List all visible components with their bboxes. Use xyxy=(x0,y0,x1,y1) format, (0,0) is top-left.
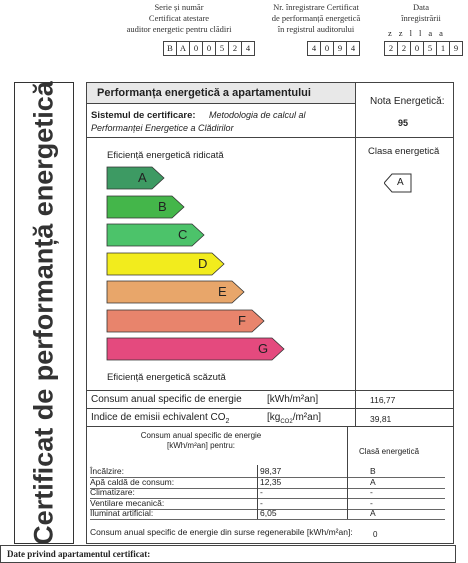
emisii-label xyxy=(91,412,229,425)
breakdown-head-1: Consum anual specific de energie xyxy=(140,431,262,440)
energy-bar-b xyxy=(106,195,186,217)
row-clasa: - xyxy=(370,487,373,497)
data-header xyxy=(386,2,456,24)
data-boxes xyxy=(384,41,462,56)
nr-header xyxy=(256,2,376,35)
vertical-title-box xyxy=(14,82,74,544)
footer-box xyxy=(0,545,456,563)
serie-char: 4 xyxy=(241,41,255,56)
regen-value: 0 xyxy=(373,530,378,539)
breakdown-head-clasa: Clasă energetică xyxy=(359,447,420,456)
data-char: 0 xyxy=(410,41,424,56)
nota-value: 95 xyxy=(398,118,409,128)
date-format-char: l xyxy=(409,28,416,38)
sistem-cell xyxy=(86,103,356,138)
row-clasa: A xyxy=(370,476,376,487)
emisii-unit-sub: CO2 xyxy=(280,419,293,425)
emisii-unit xyxy=(267,412,321,425)
nr-char: 9 xyxy=(333,41,347,56)
serie-char: 0 xyxy=(189,41,203,56)
table-row xyxy=(90,509,445,520)
clasa-label: Clasa energetică xyxy=(368,146,440,157)
consum-unit: [kWh/m²an] xyxy=(267,394,319,405)
energy-bar-letter: D xyxy=(198,255,208,271)
col-divider-2 xyxy=(347,427,348,519)
nr-label-line3: în registrul auditorului xyxy=(277,24,355,34)
emisii-label-cell xyxy=(86,408,356,427)
row-value: 6,05 xyxy=(260,508,277,518)
date-format-char: l xyxy=(418,28,426,38)
date-format-char: a xyxy=(439,28,447,38)
row-name: Iluminat artificial: xyxy=(90,508,154,518)
consum-label: Consum anual specific de energie xyxy=(91,394,242,405)
row-clasa: B xyxy=(370,466,376,476)
breakdown-table xyxy=(86,426,454,544)
serie-label-line1: Serie și număr xyxy=(154,2,204,12)
emisii-value: 39,81 xyxy=(370,414,392,424)
date-format-char: z xyxy=(388,28,396,38)
table-row xyxy=(90,478,445,489)
serie-boxes xyxy=(163,41,254,56)
data-char: 1 xyxy=(436,41,450,56)
row-value: 12,35 xyxy=(260,476,282,487)
row-name: Încălzire: xyxy=(90,466,125,476)
consum-label-cell xyxy=(86,390,356,409)
energy-bar-a xyxy=(106,166,166,188)
data-char: 5 xyxy=(423,41,437,56)
row-value: - xyxy=(260,487,263,497)
row-clasa: - xyxy=(370,497,373,508)
data-label-line2: înregistrării xyxy=(401,13,441,23)
clasa-value: A xyxy=(397,177,404,188)
row-clasa: A xyxy=(370,508,376,518)
emisii-value-cell xyxy=(355,408,454,427)
sistem-label: Sistemul de certificare: xyxy=(91,110,196,121)
nr-label-line2: de performanță energetică xyxy=(271,13,361,23)
serie-char: 2 xyxy=(228,41,242,56)
nr-char: 4 xyxy=(307,41,321,56)
vertical-title: Certificat de performanță energetică xyxy=(28,81,59,545)
data-char: 9 xyxy=(449,41,463,56)
serie-label-line2: Certificat atestare xyxy=(148,13,210,23)
row-value: - xyxy=(260,497,263,508)
data-label-line1: Data xyxy=(412,2,430,12)
regen-label: Consum anual specific de energie din surse regenerabile [kWh/m²an]: xyxy=(90,527,353,537)
eficienta-low-label: Eficiență energetică scăzută xyxy=(107,372,226,383)
row-name: Apă caldă de consum: xyxy=(90,476,175,487)
date-format-char: a xyxy=(428,28,437,38)
nr-boxes xyxy=(307,41,359,56)
section-title-cell xyxy=(86,82,356,104)
row-value: 98,37 xyxy=(260,466,282,476)
energy-bar-c xyxy=(106,223,206,245)
row-name: Climatizare: xyxy=(90,487,135,497)
serie-char: 5 xyxy=(215,41,229,56)
consum-value: 116,77 xyxy=(370,395,396,405)
serie-label-line3: auditor energetic pentru clădiri xyxy=(126,24,232,34)
eficienta-high-label: Eficiență energetică ridicată xyxy=(107,150,224,161)
row-name: Ventilare mecanică: xyxy=(90,497,165,508)
date-format-char: z xyxy=(398,28,407,38)
energy-bar-e xyxy=(106,280,246,302)
energy-bar-letter: F xyxy=(238,312,246,328)
energy-bar-letter: C xyxy=(178,227,188,242)
data-char: 2 xyxy=(384,41,398,56)
consum-value-cell xyxy=(355,390,454,409)
energy-bar-g xyxy=(106,337,286,359)
section-title: Performanța energetică a apartamentului xyxy=(97,87,311,99)
emisii-label-sub: 2 xyxy=(225,418,230,425)
footer-date-label: Date privind apartamentul certificat: xyxy=(7,549,151,559)
serie-char: 0 xyxy=(202,41,216,56)
nr-char: 0 xyxy=(320,41,334,56)
nota-cell xyxy=(355,82,454,138)
energy-bar-letter: B xyxy=(158,198,167,214)
breakdown-head xyxy=(131,431,271,451)
sistem-text-1: Metodologia de calcul al xyxy=(209,110,306,120)
data-char: 2 xyxy=(397,41,411,56)
serie-header xyxy=(120,2,238,35)
serie-char: B xyxy=(163,41,177,56)
date-format xyxy=(388,28,447,38)
serie-char: A xyxy=(176,41,190,56)
nr-char: 4 xyxy=(346,41,360,56)
sistem-text-2: Performanței Energetice a Clădirilor xyxy=(91,123,234,133)
energy-bar-d xyxy=(106,252,226,274)
col-divider-1 xyxy=(257,465,258,519)
emisii-label-text: Indice de emisii echivalent CO xyxy=(91,412,226,423)
breakdown-head-2: [kWh/m²an] pentru: xyxy=(166,441,236,450)
energy-bar-letter: E xyxy=(218,284,227,299)
energy-bar-f xyxy=(106,309,266,331)
emisii-unit-post: /m²an] xyxy=(292,412,322,423)
nota-label: Nota Energetică: xyxy=(370,96,445,107)
clasa-cell xyxy=(355,137,454,391)
emisii-unit-pre: [kg xyxy=(267,412,281,423)
energy-bar-letter: G xyxy=(258,341,269,356)
nr-label-line1: Nr. înregistrare Certificat xyxy=(273,2,359,12)
energy-bar-letter: A xyxy=(138,170,147,185)
